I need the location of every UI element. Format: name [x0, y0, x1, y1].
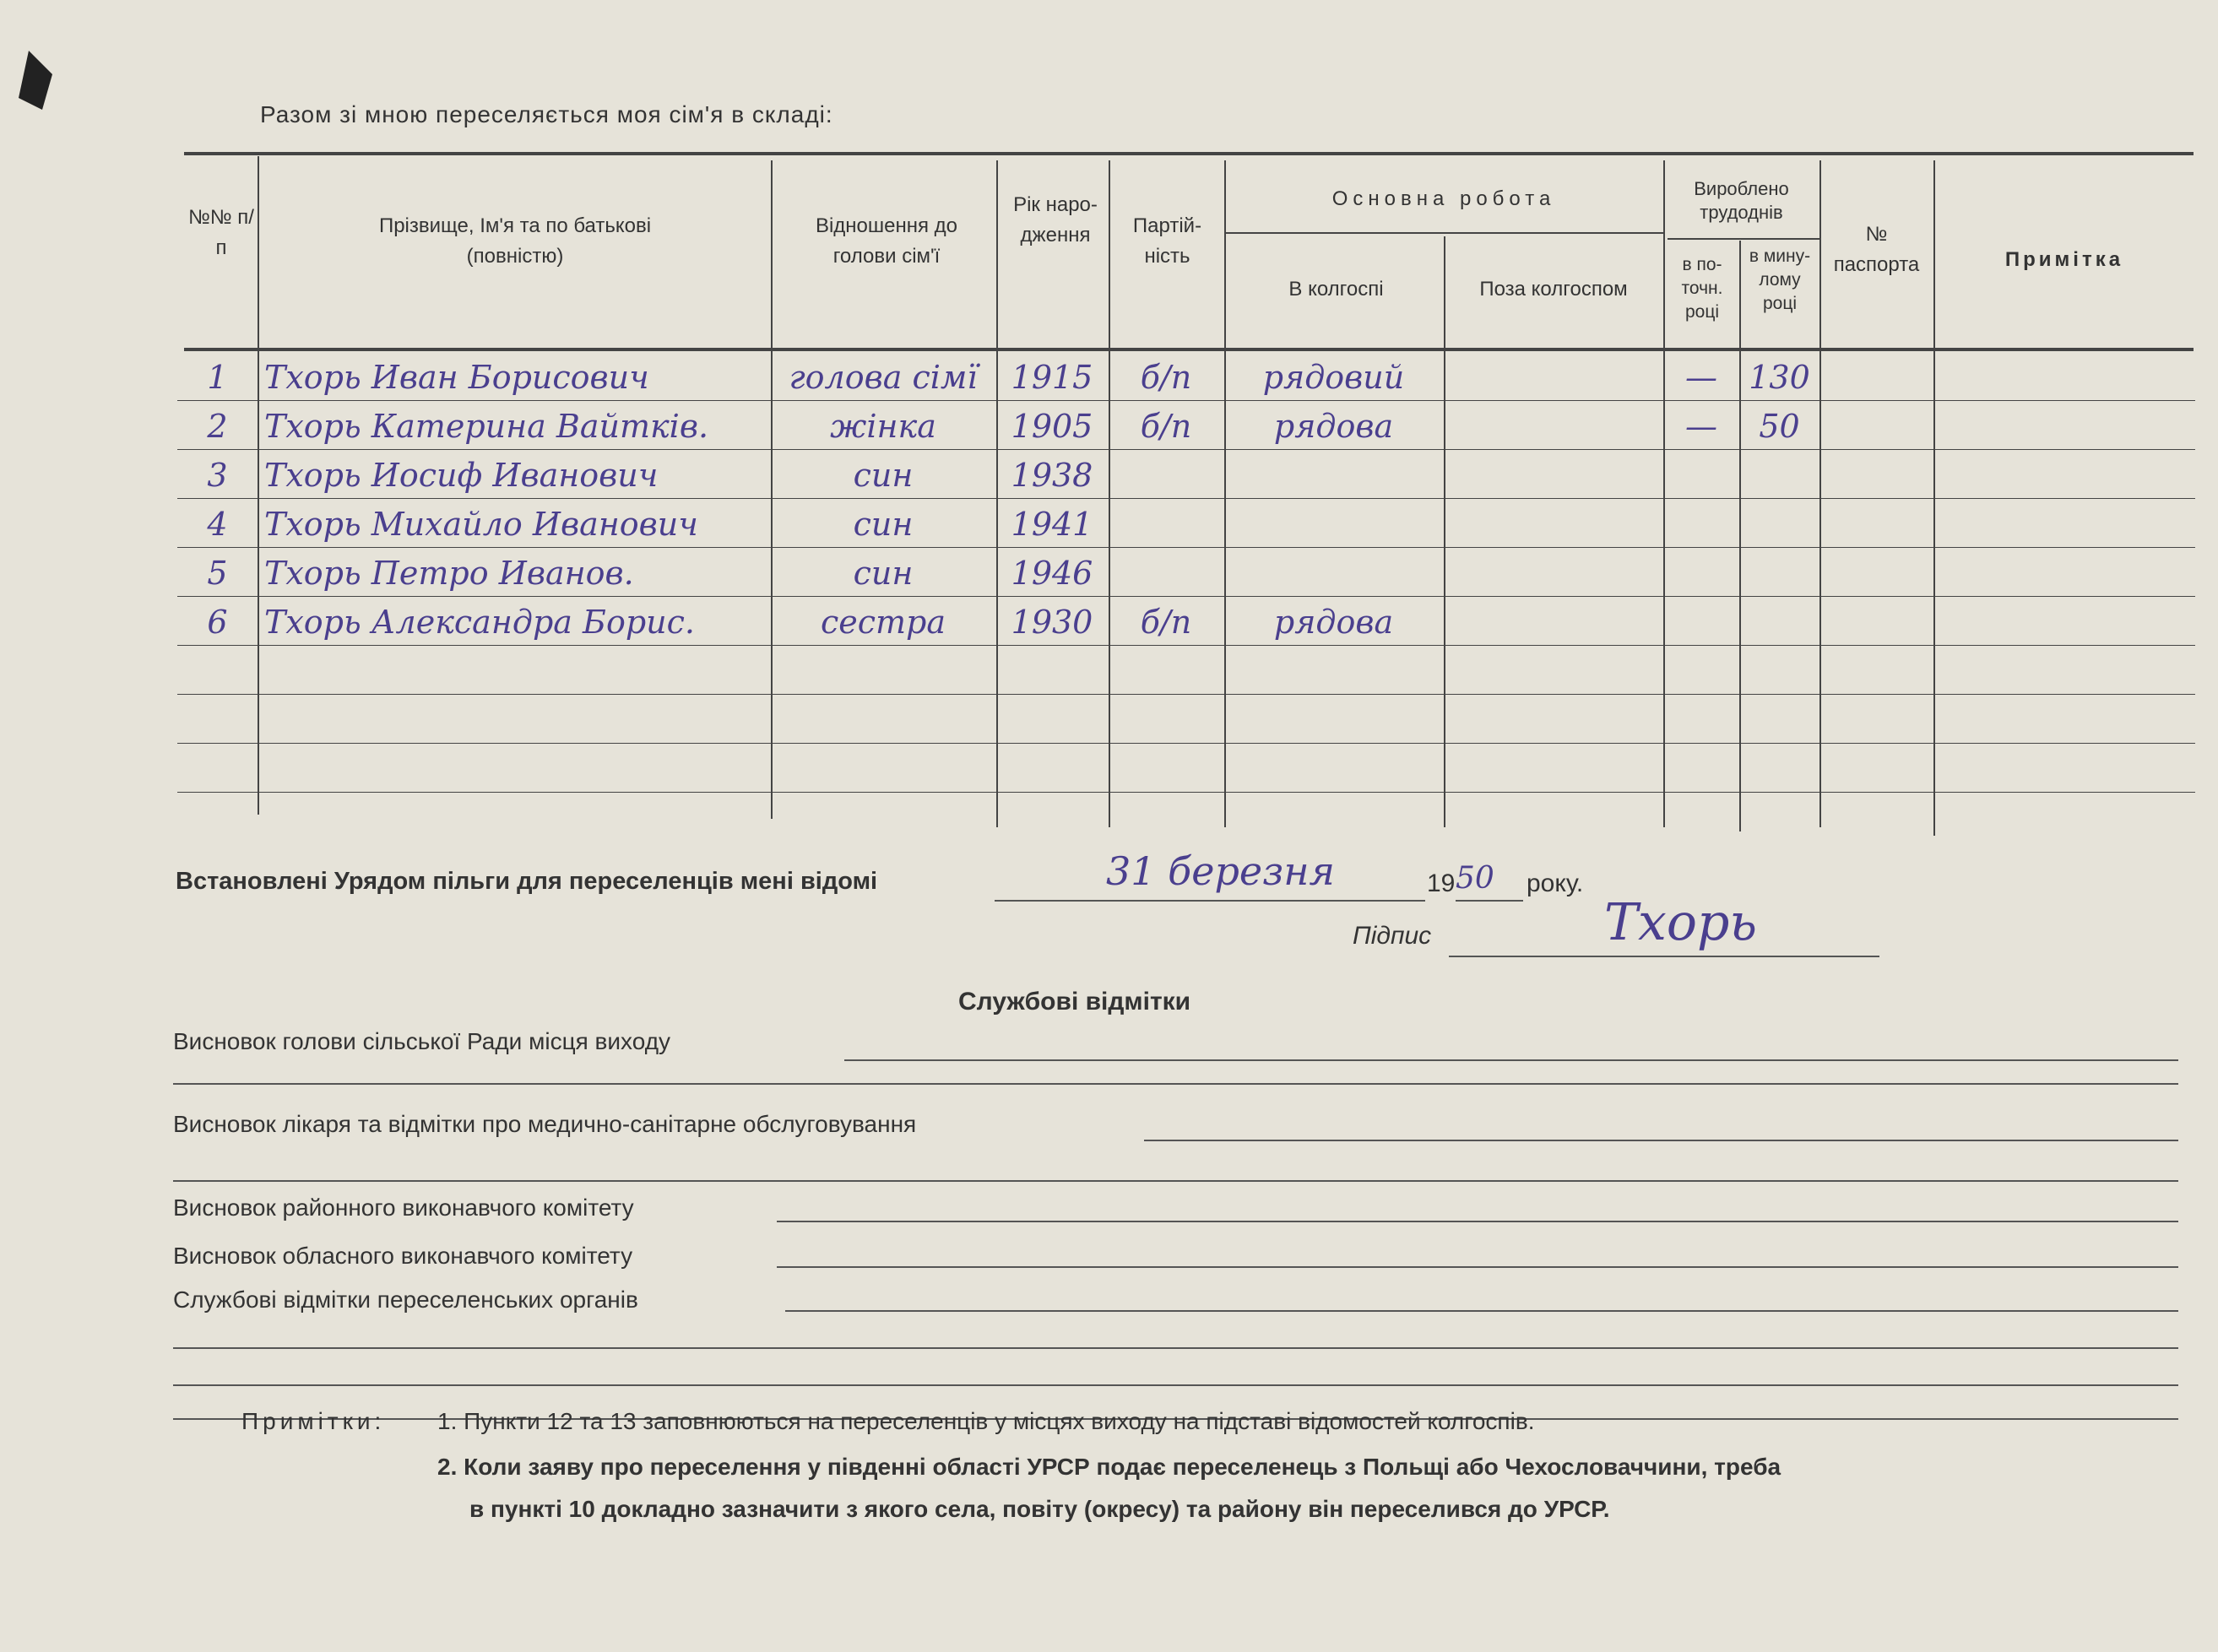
row-cell-party: б/п — [1140, 359, 1192, 396]
blank-fill-line — [173, 1384, 2178, 1386]
row-cell-last: 50 — [1759, 408, 1800, 445]
row-cell-num: 5 — [207, 555, 228, 592]
header-outside: Поза колгоспом — [1479, 278, 1628, 301]
row-line — [177, 449, 2195, 450]
row-cell-relation: сестра — [820, 604, 946, 641]
signature-label: Підпис — [1353, 922, 1432, 950]
service-line-label: Висновок лікаря та відмітки про медично-санітарне обслуговування — [173, 1111, 917, 1137]
row-cell-party: б/п — [1140, 408, 1192, 445]
benefits-year-word: року. — [1527, 869, 1584, 897]
header-relation: Відношення до голови сім'ї — [815, 214, 958, 268]
row-cell-relation: голова сімї — [789, 359, 978, 396]
row-cell-current: — — [1685, 408, 1717, 445]
workdays-subheader-line — [1668, 238, 1819, 240]
row-cell-num: 2 — [207, 408, 228, 445]
note-item-3: в пункті 10 докладно зазначити з якого села, повіту (окресу) та району він переселився до УРСР. — [469, 1496, 1610, 1522]
row-line — [177, 694, 2195, 695]
header-name: Прізвище, Ім'я та по батькові (повністю) — [378, 214, 652, 268]
header-party: Партій- ність — [1132, 214, 1202, 268]
corner-tear-mark — [19, 51, 52, 110]
blank-fill-line — [173, 1347, 2178, 1349]
service-title: Службові відмітки — [958, 988, 1191, 1016]
benefits-year-prefix: 19 — [1427, 869, 1456, 897]
row-cell-current: — — [1685, 359, 1717, 396]
row-line — [177, 547, 2195, 548]
blank-fill-line — [1144, 1140, 2178, 1141]
row-cell-year: 1941 — [1011, 506, 1093, 543]
service-line-label: Службові відмітки переселенських органів — [173, 1286, 638, 1313]
row-cell-num: 4 — [207, 506, 228, 543]
row-cell-name: Тхорь Иван Борисович — [264, 359, 649, 396]
row-cell-name: Тхорь Михайло Иванович — [264, 506, 698, 543]
header-passport: № паспорта — [1833, 223, 1920, 276]
header-in-kolhosp: В колгоспі — [1288, 278, 1384, 301]
row-cell-num: 1 — [207, 359, 228, 396]
col-line — [1819, 160, 1821, 827]
col-line — [1663, 160, 1665, 827]
blank-fill-line — [777, 1221, 2178, 1222]
header-work-group: Основна робота — [1331, 187, 1556, 210]
row-line — [177, 596, 2195, 597]
work-subheader-line — [1224, 232, 1663, 234]
row-cell-year: 1915 — [1011, 359, 1093, 396]
service-line-label: Висновок голови сільської Ради місця виходу — [173, 1028, 671, 1054]
row-cell-num: 3 — [207, 457, 228, 494]
row-cell-relation: син — [853, 457, 914, 494]
row-cell-name: Тхорь Петро Иванов. — [264, 555, 634, 592]
header-num: №№ п/п — [188, 206, 254, 259]
row-cell-relation: жінка — [830, 408, 936, 445]
row-line — [177, 743, 2195, 744]
row-cell-year: 1905 — [1011, 408, 1093, 445]
col-line — [258, 156, 259, 815]
benefits-label: Встановлені Урядом пільги для переселенців мені відомі — [176, 868, 878, 895]
row-cell-num: 6 — [207, 604, 228, 641]
note-item-2: 2. Коли заяву про переселення у південні області УРСР подає переселенець з Польщі або Чехословаччини, треба — [437, 1454, 1781, 1480]
blank-fill-line — [173, 1083, 2178, 1085]
row-cell-work: рядовий — [1262, 359, 1405, 396]
intro-text: Разом зі мною переселяється моя сім'я в складі: — [260, 101, 833, 127]
col-line — [1109, 160, 1110, 827]
row-cell-work: рядова — [1273, 408, 1394, 445]
benefits-year-suffix: 50 — [1456, 861, 1494, 896]
row-cell-name: Тхорь Александра Борис. — [264, 604, 695, 641]
signature-value: Тхорь — [1604, 893, 1758, 952]
header-note: Примітка — [2004, 248, 2124, 271]
row-line — [177, 792, 2195, 793]
row-cell-name: Тхорь Иосиф Иванович — [264, 457, 659, 494]
benefits-year-line — [1456, 900, 1523, 902]
header-year: Рік наро- дження — [1013, 193, 1098, 246]
row-line — [177, 400, 2195, 401]
benefits-date-line — [995, 900, 1425, 902]
header-last-year: в мину- лому році — [1749, 246, 1811, 313]
col-line — [1444, 236, 1445, 827]
row-line — [177, 645, 2195, 646]
blank-fill-line — [173, 1180, 2178, 1182]
row-cell-relation: син — [853, 506, 914, 543]
row-line — [177, 498, 2195, 499]
service-line-label: Висновок обласного виконавчого комітету — [173, 1243, 633, 1269]
row-cell-year: 1930 — [1011, 604, 1093, 641]
benefits-date-value: 31 березня — [1106, 848, 1335, 894]
row-cell-party: б/п — [1140, 604, 1192, 641]
header-current-year: в по- точн. році — [1681, 255, 1723, 322]
table-top-border — [184, 152, 2194, 155]
blank-fill-line — [785, 1310, 2178, 1312]
service-line-label: Висновок районного виконавчого комітету — [173, 1194, 634, 1221]
notes-label: Примітки: — [241, 1408, 386, 1434]
table-header-bottom-border — [184, 348, 2194, 351]
header-workdays-group: Вироблено трудоднів — [1694, 178, 1789, 223]
row-cell-year: 1946 — [1011, 555, 1093, 592]
row-cell-work: рядова — [1273, 604, 1394, 641]
blank-fill-line — [777, 1266, 2178, 1268]
col-line — [1224, 160, 1226, 827]
note-item-1: 1. Пункти 12 та 13 заповнюються на переселенців у місцях виходу на підставі відомостей колгоспів. — [437, 1408, 1535, 1434]
row-cell-year: 1938 — [1011, 457, 1093, 494]
blank-fill-line — [844, 1059, 2178, 1061]
row-cell-name: Тхорь Катерина Вайтків. — [264, 408, 709, 445]
row-cell-relation: син — [853, 555, 914, 592]
row-cell-last: 130 — [1749, 359, 1810, 396]
signature-line — [1449, 956, 1879, 957]
